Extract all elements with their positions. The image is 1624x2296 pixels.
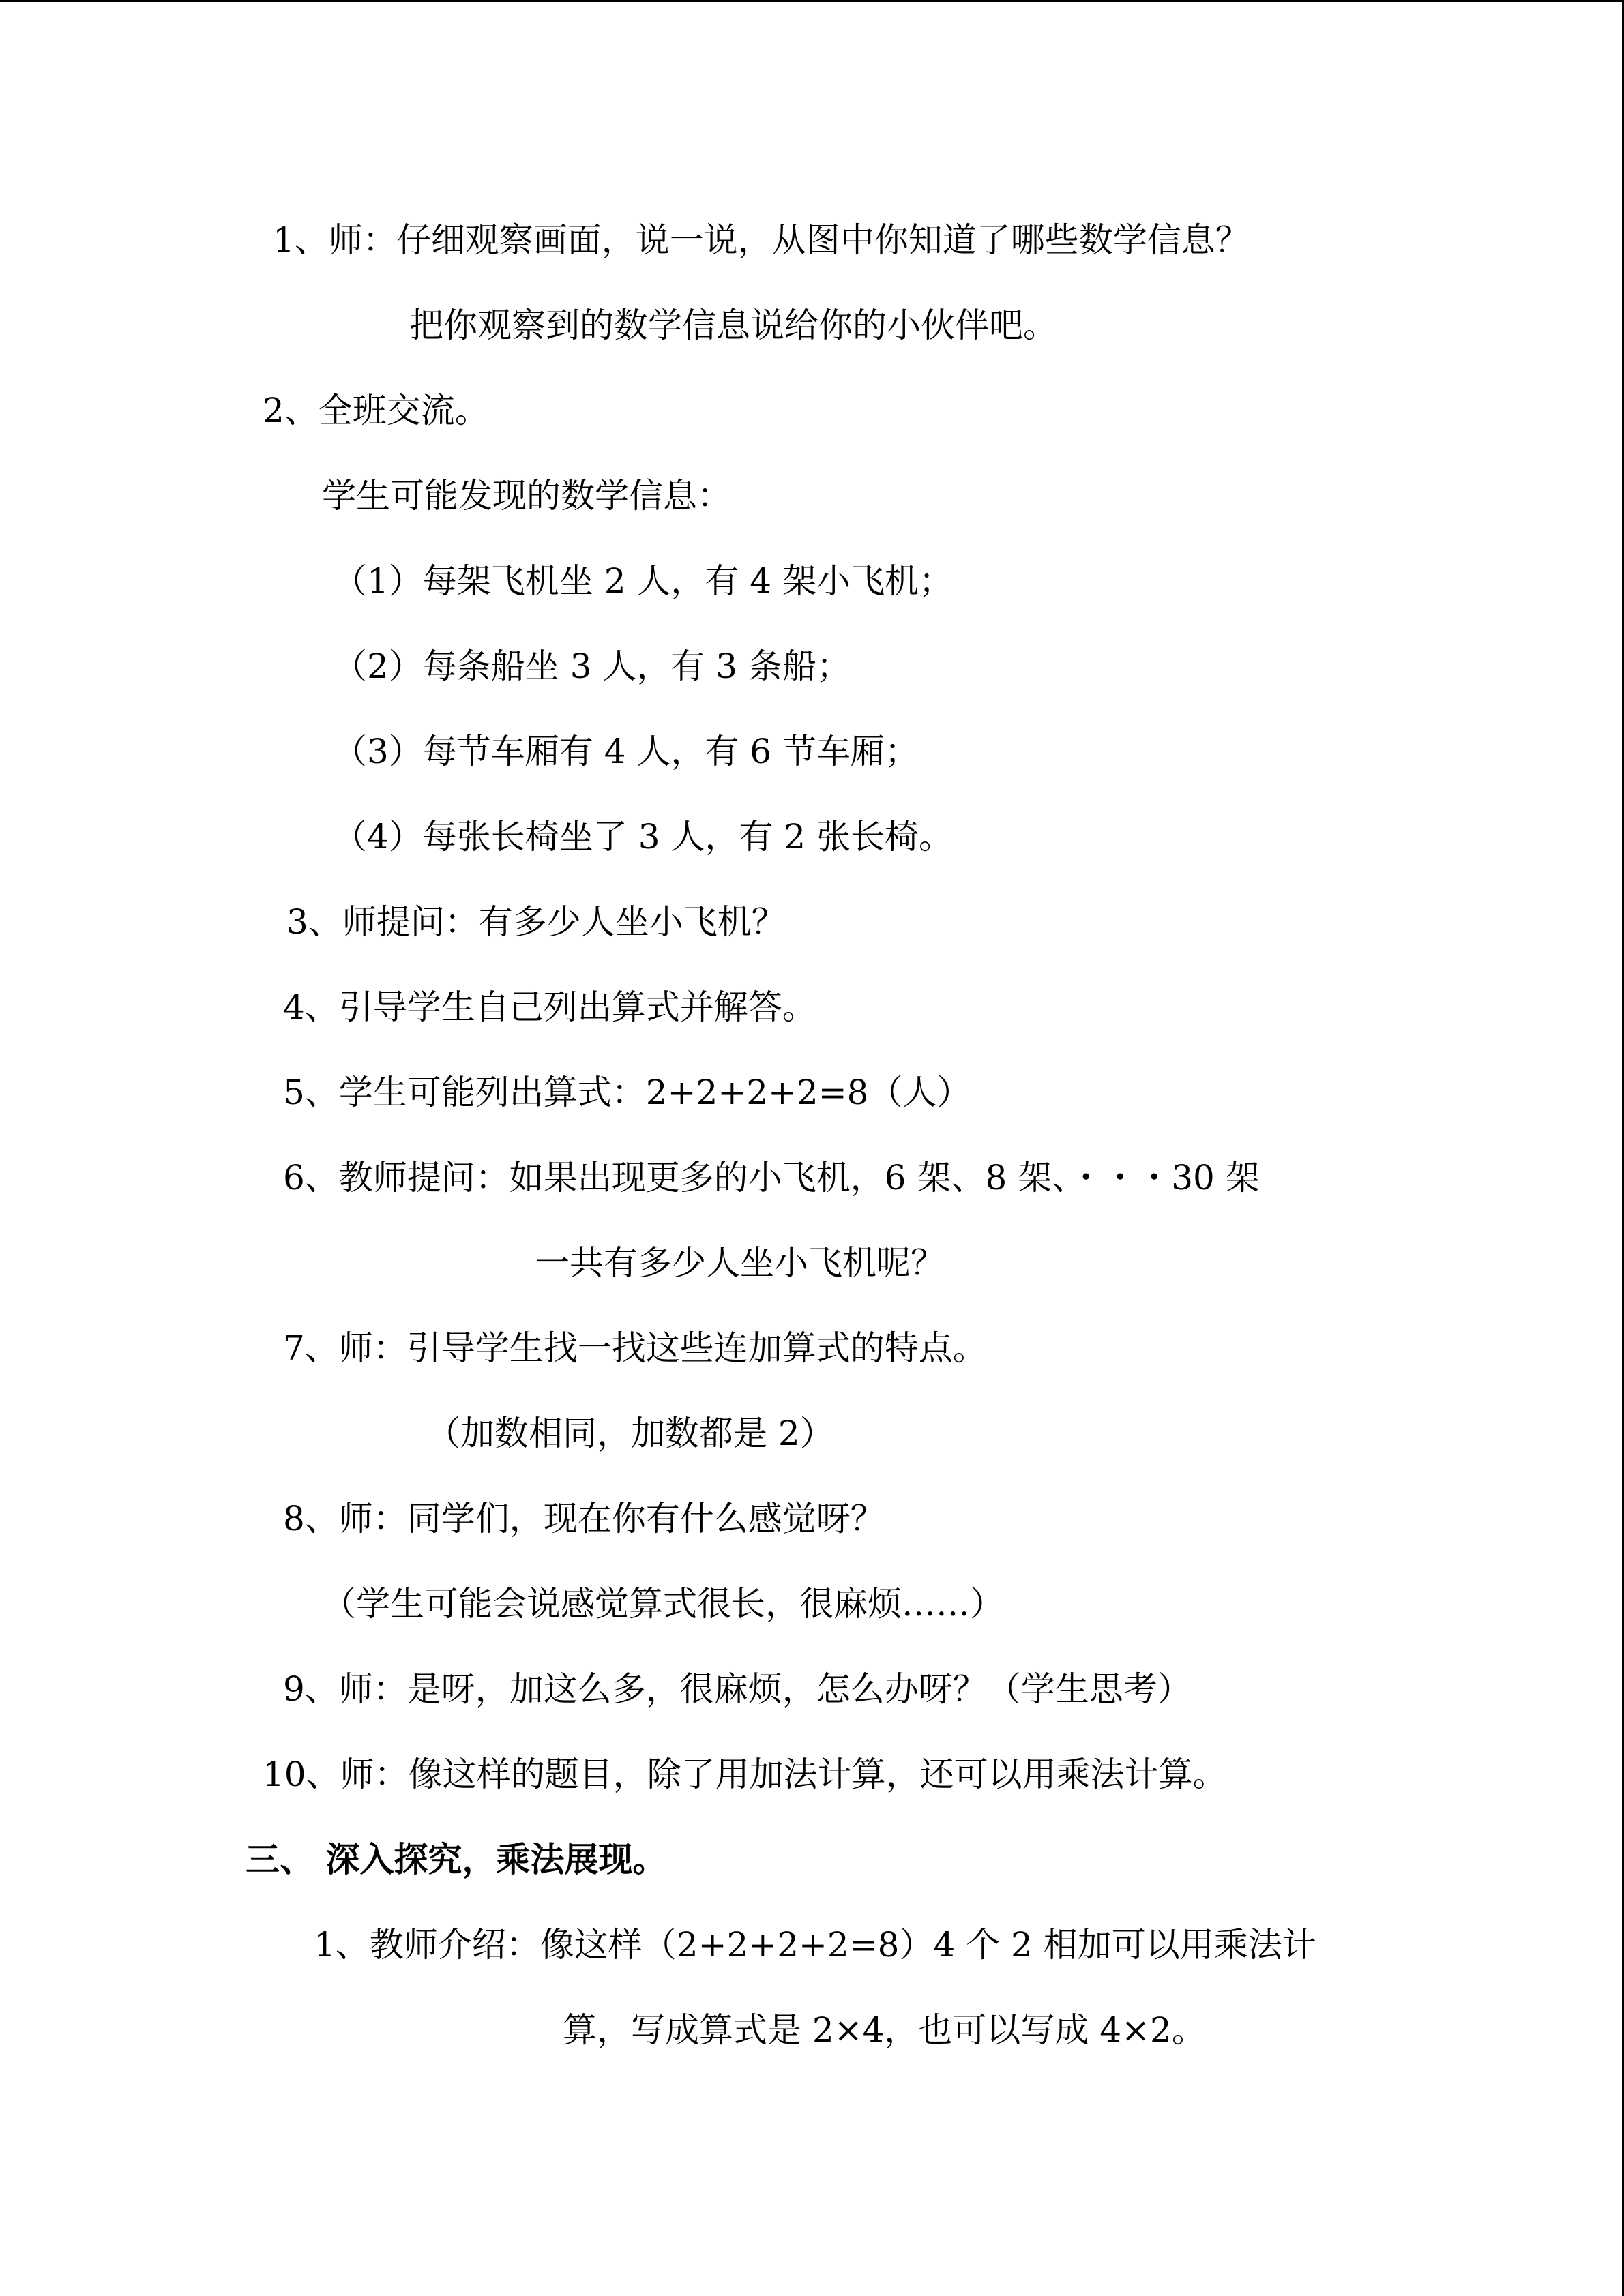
step-7-answer: （加数相同，加数都是 2）: [426, 1414, 834, 1453]
step-3: 3、师提问：有多少人坐小飞机？: [286, 902, 786, 942]
info-intro: 学生可能发现的数学信息：: [322, 476, 731, 516]
step-7: 7、师：引导学生找一找这些连加算式的特点。: [283, 1328, 987, 1368]
info-item-4: （4）每张长椅坐了 3 人，有 2 张长椅。: [333, 817, 954, 856]
step-5: 5、学生可能列出算式：2+2+2+2=8（人）: [283, 1073, 971, 1112]
step-8: 8、师：同学们，现在你有什么感觉呀？: [283, 1499, 885, 1538]
info-item-3: （3）每节车厢有 4 人，有 6 节车厢；: [333, 732, 919, 771]
step-10: 10、师：像这样的题目，除了用加法计算，还可以用乘法计算。: [263, 1755, 1227, 1794]
step-4: 4、引导学生自己列出算式并解答。: [283, 987, 816, 1027]
page-top-border: [0, 0, 1624, 2]
step-1-question: 1、师：仔细观察画面，说一说，从图中你知道了哪些数学信息？: [273, 220, 1250, 260]
step-2-heading: 2、全班交流。: [263, 391, 489, 430]
step-1-continuation: 把你观察到的数学信息说给你的小伙伴吧。: [409, 305, 1057, 345]
step-6-continuation: 一共有多少人坐小飞机呢？: [535, 1243, 945, 1283]
info-item-1: （1）每架飞机坐 2 人，有 4 架小飞机；: [333, 561, 954, 601]
step-6: 6、教师提问：如果出现更多的小飞机，6 架、8 架、・・・30 架: [283, 1158, 1260, 1197]
info-item-2: （2）每条船坐 3 人，有 3 条船；: [333, 646, 851, 686]
section-3-step-1-continuation: 算，写成算式是 2×4，也可以写成 4×2。: [563, 2010, 1206, 2050]
section-3-heading: 三、 深入探究，乘法展现。: [246, 1839, 667, 1879]
step-9: 9、师：是呀，加这么多，很麻烦，怎么办呀？（学生思考）: [283, 1669, 1192, 1709]
section-3-step-1: 1、教师介绍：像这样（2+2+2+2=8）4 个 2 相加可以用乘法计: [314, 1925, 1316, 1965]
step-8-answer: （学生可能会说感觉算式很长，很麻烦……）: [322, 1584, 1004, 1624]
